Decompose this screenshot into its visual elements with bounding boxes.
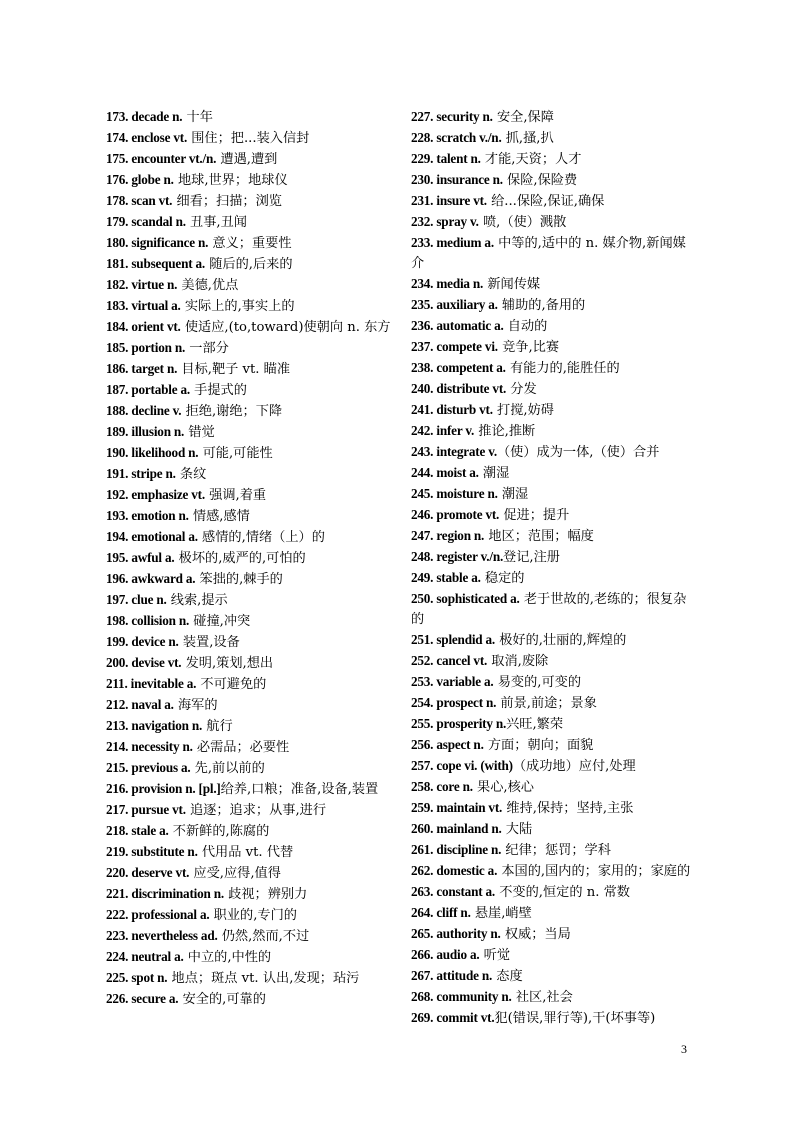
- entry-meaning: 装置,设备: [178, 635, 240, 650]
- entry-word: 212. naval a.: [106, 697, 174, 712]
- entry-meaning: 追逐；追求；从事,进行: [185, 803, 327, 818]
- entry-meaning: 情感,感情: [188, 509, 250, 524]
- entry-meaning: （成功地）应付,处理: [512, 759, 636, 774]
- entry-meaning: 极好的,壮丽的,辉煌的: [495, 633, 627, 648]
- vocabulary-entry: [411, 358, 691, 379]
- entry-word: 243. integrate v.: [411, 444, 497, 459]
- entry-word: 237. compete vi.: [411, 339, 498, 354]
- entry-meaning: 不新鲜的,陈腐的: [168, 824, 270, 839]
- entry-word: 256. aspect n.: [411, 737, 484, 752]
- entry-meaning: 登记,注册: [503, 550, 560, 565]
- entry-meaning: 航行: [202, 719, 233, 734]
- vocabulary-entry: [106, 506, 394, 527]
- vocabulary-entry: [411, 651, 691, 672]
- vocabulary-entry: [106, 485, 394, 506]
- entry-word: 268. community n.: [411, 989, 512, 1004]
- entry-meaning: 有能力的,能胜任的: [505, 361, 620, 376]
- entry-word: 197. clue n.: [106, 592, 167, 607]
- entry-word: 222. professional a.: [106, 907, 210, 922]
- vocabulary-entry: [106, 275, 394, 296]
- entry-meaning: 线索,提示: [166, 593, 228, 608]
- entry-word: 264. cliff n.: [411, 905, 471, 920]
- entry-meaning: 社区,社会: [511, 990, 573, 1005]
- entry-meaning: 错觉: [184, 425, 215, 440]
- entry-word: 194. emotional a.: [106, 529, 198, 544]
- vocabulary-entry: [106, 884, 394, 905]
- entry-word: 254. prospect n.: [411, 695, 497, 710]
- entry-meaning: 权威；当局: [500, 927, 571, 942]
- entry-meaning: 安全,保障: [492, 110, 554, 125]
- entry-meaning: 手提式的: [189, 383, 247, 398]
- vocabulary-entry: [106, 695, 394, 716]
- entry-word: 181. subsequent a.: [106, 256, 205, 271]
- entry-word: 233. medium a.: [411, 235, 494, 250]
- entry-meaning: 极坏的,威严的,可怕的: [174, 551, 306, 566]
- entry-meaning: 碰撞,冲突: [189, 614, 251, 629]
- entry-word: 236. automatic a.: [411, 318, 504, 333]
- entry-word: 231. insure vt.: [411, 193, 487, 208]
- entry-word: 251. splendid a.: [411, 632, 496, 647]
- entry-word: 199. device n.: [106, 634, 179, 649]
- vocabulary-entry: [411, 882, 691, 903]
- entry-meaning: 地区；范围；幅度: [484, 529, 594, 544]
- entry-meaning: 先,前以前的: [190, 761, 265, 776]
- entry-meaning: 感情的,情绪（上）的: [197, 530, 325, 545]
- entry-meaning: 中立的,中性的: [183, 950, 272, 965]
- vocabulary-entry: [411, 819, 691, 840]
- vocabulary-entry: [411, 400, 691, 421]
- entry-word: 184. orient vt.: [106, 319, 181, 334]
- vocabulary-entry: [106, 317, 394, 338]
- entry-word: 261. discipline n.: [411, 842, 502, 857]
- vocabulary-entry: [106, 842, 394, 863]
- entry-meaning: 意义；重要性: [208, 236, 292, 251]
- entry-word: 176. globe n.: [106, 172, 174, 187]
- vocabulary-entry: [411, 568, 691, 589]
- entry-meaning: 态度: [492, 969, 523, 984]
- entry-word: 242. infer v.: [411, 423, 475, 438]
- entry-meaning: 地球,世界；地球仪: [173, 173, 288, 188]
- vocabulary-entry: [106, 737, 394, 758]
- entry-meaning: 条纹: [175, 467, 207, 482]
- entry-word: 267. attitude n.: [411, 968, 493, 983]
- vocabulary-entry: [106, 653, 394, 674]
- vocabulary-entry: [106, 443, 394, 464]
- vocabulary-entry: [411, 589, 691, 630]
- vocabulary-entry: [106, 821, 394, 842]
- entry-meaning: 围住；把...装入信封: [187, 131, 310, 146]
- entry-meaning: 应受,应得,值得: [189, 866, 281, 881]
- entry-word: 246. promote vt.: [411, 507, 500, 522]
- entry-meaning: 自动的: [503, 319, 548, 334]
- vocabulary-entry: [106, 170, 394, 191]
- entry-meaning: 笨拙的,棘手的: [195, 572, 283, 587]
- entry-word: 179. scandal n.: [106, 214, 186, 229]
- entry-word: 213. navigation n.: [106, 718, 203, 733]
- entry-word: 249. stable a.: [411, 570, 481, 585]
- entry-word: 245. moisture n.: [411, 486, 498, 501]
- entry-meaning: 歧视；辨别力: [223, 887, 308, 902]
- entry-word: 234. media n.: [411, 276, 484, 291]
- vocabulary-entry: [106, 527, 394, 548]
- entry-word: 229. talent n.: [411, 151, 481, 166]
- entry-word: 238. competent a.: [411, 360, 506, 375]
- vocabulary-entry: [106, 926, 394, 947]
- vocabulary-entry: [411, 798, 691, 819]
- vocabulary-entry: [411, 170, 691, 191]
- entry-word: 188. decline v.: [106, 403, 182, 418]
- vocabulary-entry: [411, 463, 691, 484]
- vocabulary-entry: [106, 905, 394, 926]
- entry-word: 216. provision n. [pl.]: [106, 781, 221, 796]
- entry-meaning: 遭遇,遭到: [216, 152, 278, 167]
- entry-meaning: 喷,（使）溅散: [478, 215, 567, 230]
- entry-meaning: 才能,天资；人才: [480, 152, 582, 167]
- vocabulary-entry: [411, 295, 691, 316]
- entry-meaning: 本国的,国内的；家用的；家庭的: [497, 864, 691, 879]
- vocabulary-entry: [106, 212, 394, 233]
- vocabulary-entry: [106, 296, 394, 317]
- entry-meaning: （使）成为一体,（使）合并: [496, 445, 660, 460]
- entry-word: 269. commit vt.: [411, 1010, 495, 1025]
- entry-word: 219. substitute n.: [106, 844, 198, 859]
- vocabulary-entry: [411, 756, 691, 777]
- entry-word: 228. scratch v./n.: [411, 130, 502, 145]
- entry-word: 187. portable a.: [106, 382, 190, 397]
- vocabulary-entry: [411, 505, 691, 526]
- entry-word: 200. devise vt.: [106, 655, 182, 670]
- vocabulary-entry: [411, 945, 691, 966]
- entry-meaning: 拒绝,谢绝；下降: [181, 404, 283, 419]
- entry-meaning: 果心,核心: [472, 780, 534, 795]
- vocabulary-entry: [106, 401, 394, 422]
- entry-meaning: 可能,可能性: [198, 446, 273, 461]
- entry-meaning: 给养,口粮；准备,设备,装置: [220, 782, 379, 797]
- vocabulary-entry: [411, 672, 691, 693]
- entry-meaning: 不可避免的: [196, 677, 267, 692]
- vocabulary-entry: [411, 484, 691, 505]
- vocabulary-entry: [411, 421, 691, 442]
- vocabulary-entry: [411, 861, 691, 882]
- entry-meaning: 代用品 vt. 代替: [197, 845, 294, 860]
- entry-word: 190. likelihood n.: [106, 445, 199, 460]
- entry-meaning: 大陆: [501, 822, 533, 837]
- entry-word: 223. nevertheless ad.: [106, 928, 218, 943]
- vocabulary-entry: [411, 337, 691, 358]
- entry-meaning: 兴旺,繁荣: [506, 717, 564, 732]
- vocabulary-entry: [106, 800, 394, 821]
- vocabulary-entry: [106, 779, 394, 800]
- entry-word: 185. portion n.: [106, 340, 186, 355]
- entry-word: 255. prosperity n.: [411, 716, 507, 731]
- vocabulary-entry: [411, 924, 691, 945]
- vocabulary-entry: [106, 107, 394, 128]
- entry-meaning: 地点；斑点 vt. 认出,发现；玷污: [167, 971, 360, 986]
- vocabulary-entry: [106, 947, 394, 968]
- entry-word: 189. illusion n.: [106, 424, 185, 439]
- vocabulary-entry: [411, 840, 691, 861]
- entry-meaning: 随后的,后来的: [205, 257, 293, 272]
- entry-word: 220. deserve vt.: [106, 865, 190, 880]
- vocabulary-entry: [106, 464, 394, 485]
- vocabulary-entry: [411, 714, 691, 735]
- vocabulary-entry: [106, 254, 394, 275]
- entry-meaning: 取消,废除: [487, 654, 549, 669]
- vocabulary-entry: [106, 380, 394, 401]
- vocabulary-entry: [106, 128, 394, 149]
- entry-word: 241. disturb vt.: [411, 402, 493, 417]
- entry-meaning: 仍然,然而,不过: [217, 929, 310, 944]
- entry-word: 230. insurance n.: [411, 172, 503, 187]
- entry-word: 217. pursue vt.: [106, 802, 186, 817]
- entry-meaning: 目标,靶子 vt. 瞄准: [177, 362, 291, 377]
- entry-meaning: 实际上的,事实上的: [180, 299, 295, 314]
- entry-word: 232. spray v.: [411, 214, 479, 229]
- entry-meaning: 美德,优点: [177, 278, 239, 293]
- entry-meaning: 易变的,可变的: [493, 675, 582, 690]
- entry-meaning: 前景,前途；景象: [496, 696, 597, 711]
- entry-meaning: 犯(错误,罪行等),干(坏事等): [494, 1011, 656, 1026]
- entry-word: 257. cope vi. (with): [411, 758, 513, 773]
- entry-word: 214. necessity n.: [106, 739, 193, 754]
- vocabulary-entry: [106, 233, 394, 254]
- vocabulary-entry: [411, 547, 691, 568]
- entry-word: 180. significance n.: [106, 235, 209, 250]
- vocabulary-entry: [411, 1008, 691, 1029]
- entry-meaning: 悬崖,峭壁: [470, 906, 532, 921]
- page-number: 3: [681, 1042, 687, 1056]
- entry-meaning: 竞争,比赛: [497, 340, 560, 355]
- vocabulary-entry: [106, 149, 394, 170]
- entry-meaning: 打搅,妨碍: [492, 403, 554, 418]
- vocabulary-entry: [411, 693, 691, 714]
- entry-word: 192. emphasize vt.: [106, 487, 205, 502]
- vocabulary-entry: [411, 379, 691, 400]
- vocabulary-entry: [106, 989, 394, 1010]
- entry-word: 266. audio a.: [411, 947, 480, 962]
- entry-word: 225. spot n.: [106, 970, 168, 985]
- entry-meaning: 细看；扫描；浏览: [172, 194, 282, 209]
- vocabulary-column-left: [106, 107, 394, 1010]
- entry-word: 196. awkward a.: [106, 571, 196, 586]
- entry-word: 178. scan vt.: [106, 193, 173, 208]
- vocabulary-entry: [411, 777, 691, 798]
- vocabulary-entry: [411, 316, 691, 337]
- vocabulary-entry: [106, 863, 394, 884]
- entry-meaning: 给...保险,保证,确保: [486, 194, 605, 209]
- vocabulary-entry: [106, 590, 394, 611]
- vocabulary-entry: [106, 716, 394, 737]
- vocabulary-entry: [411, 987, 691, 1008]
- entry-word: 226. secure a.: [106, 991, 179, 1006]
- vocabulary-entry: [106, 632, 394, 653]
- entry-meaning: 推论,推断: [474, 424, 536, 439]
- vocabulary-entry: [106, 338, 394, 359]
- entry-word: 235. auxiliary a.: [411, 297, 498, 312]
- entry-meaning: 强调,着重: [204, 488, 267, 503]
- entry-word: 250. sophisticated a.: [411, 591, 520, 606]
- entry-word: 253. variable a.: [411, 674, 494, 689]
- entry-meaning: 海军的: [173, 698, 218, 713]
- entry-word: 258. core n.: [411, 779, 473, 794]
- entry-meaning: 保险,保险费: [502, 173, 578, 188]
- entry-word: 173. decade n.: [106, 109, 183, 124]
- entry-word: 252. cancel vt.: [411, 653, 488, 668]
- entry-word: 218. stale a.: [106, 823, 169, 838]
- vocabulary-entry: [106, 968, 394, 989]
- entry-meaning: 潮湿: [478, 466, 510, 481]
- vocabulary-entry: [411, 149, 691, 170]
- vocabulary-column-right: [411, 107, 691, 1029]
- vocabulary-entry: [411, 966, 691, 987]
- entry-meaning: 辅助的,备用的: [497, 298, 586, 313]
- entry-word: 182. virtue n.: [106, 277, 178, 292]
- entry-meaning: 中等的,适中的 n. 媒介物,新闻媒介: [411, 236, 686, 271]
- entry-meaning: 促进；提升: [499, 508, 570, 523]
- entry-word: 211. inevitable a.: [106, 676, 197, 691]
- entry-meaning: 不变的,恒定的 n. 常数: [495, 885, 630, 900]
- vocabulary-entry: [411, 735, 691, 756]
- entry-word: 247. region n.: [411, 528, 485, 543]
- vocabulary-entry: [106, 758, 394, 779]
- entry-meaning: 维持,保持；坚持,主张: [502, 801, 634, 816]
- entry-meaning: 潮湿: [497, 487, 529, 502]
- entry-meaning: 新闻传媒: [483, 277, 541, 292]
- vocabulary-entry: [106, 548, 394, 569]
- entry-word: 259. maintain vt.: [411, 800, 503, 815]
- entry-meaning: 听觉: [479, 948, 511, 963]
- entry-meaning: 十年: [182, 110, 213, 125]
- entry-meaning: 使适应,(to,toward)使朝向 n. 东方: [180, 320, 391, 335]
- vocabulary-entry: [411, 233, 691, 274]
- entry-meaning: 稳定的: [480, 571, 525, 586]
- entry-word: 244. moist a.: [411, 465, 479, 480]
- entry-word: 265. authority n.: [411, 926, 501, 941]
- vocabulary-entry: [411, 191, 691, 212]
- entry-word: 198. collision n.: [106, 613, 190, 628]
- entry-meaning: 安全的,可靠的: [178, 992, 266, 1007]
- vocabulary-entry: [411, 212, 691, 233]
- vocabulary-entry: [411, 903, 691, 924]
- vocabulary-entry: [106, 359, 394, 380]
- entry-meaning: 抓,搔,扒: [501, 131, 554, 146]
- vocabulary-entry: [106, 422, 394, 443]
- entry-meaning: 发明,策划,想出: [181, 656, 274, 671]
- entry-meaning: 纪律；惩罚；学科: [501, 843, 611, 858]
- vocabulary-entry: [106, 611, 394, 632]
- entry-meaning: 一部分: [185, 341, 229, 356]
- entry-word: 186. target n.: [106, 361, 178, 376]
- vocabulary-entry: [411, 442, 691, 463]
- entry-word: 175. encounter vt./n.: [106, 151, 217, 166]
- vocabulary-entry: [106, 191, 394, 212]
- entry-word: 248. register v./n.: [411, 549, 504, 564]
- entry-word: 174. enclose vt.: [106, 130, 188, 145]
- vocabulary-entry: [106, 674, 394, 695]
- entry-word: 227. security n.: [411, 109, 493, 124]
- entry-meaning: 老于世故的,老练的；很复杂的: [411, 592, 687, 627]
- entry-meaning: 分发: [506, 382, 537, 397]
- vocabulary-entry: [411, 107, 691, 128]
- vocabulary-entry: [411, 630, 691, 651]
- entry-word: 221. discrimination n.: [106, 886, 224, 901]
- entry-meaning: 必需品；必要性: [192, 740, 290, 755]
- entry-word: 260. mainland n.: [411, 821, 502, 836]
- entry-word: 183. virtual a.: [106, 298, 181, 313]
- entry-word: 215. previous a.: [106, 760, 191, 775]
- entry-word: 193. emotion n.: [106, 508, 189, 523]
- entry-meaning: 丑事,丑闻: [185, 215, 247, 230]
- entry-meaning: 方面；朝向；面貌: [483, 738, 594, 753]
- entry-word: 195. awful a.: [106, 550, 175, 565]
- entry-word: 191. stripe n.: [106, 466, 176, 481]
- entry-word: 262. domestic a.: [411, 863, 498, 878]
- vocabulary-entry: [411, 526, 691, 547]
- entry-meaning: 职业的,专门的: [209, 908, 297, 923]
- vocabulary-entry: [411, 274, 691, 295]
- vocabulary-entry: [106, 569, 394, 590]
- entry-word: 224. neutral a.: [106, 949, 184, 964]
- entry-word: 263. constant a.: [411, 884, 495, 899]
- vocabulary-entry: [411, 128, 691, 149]
- entry-word: 240. distribute vt.: [411, 381, 507, 396]
